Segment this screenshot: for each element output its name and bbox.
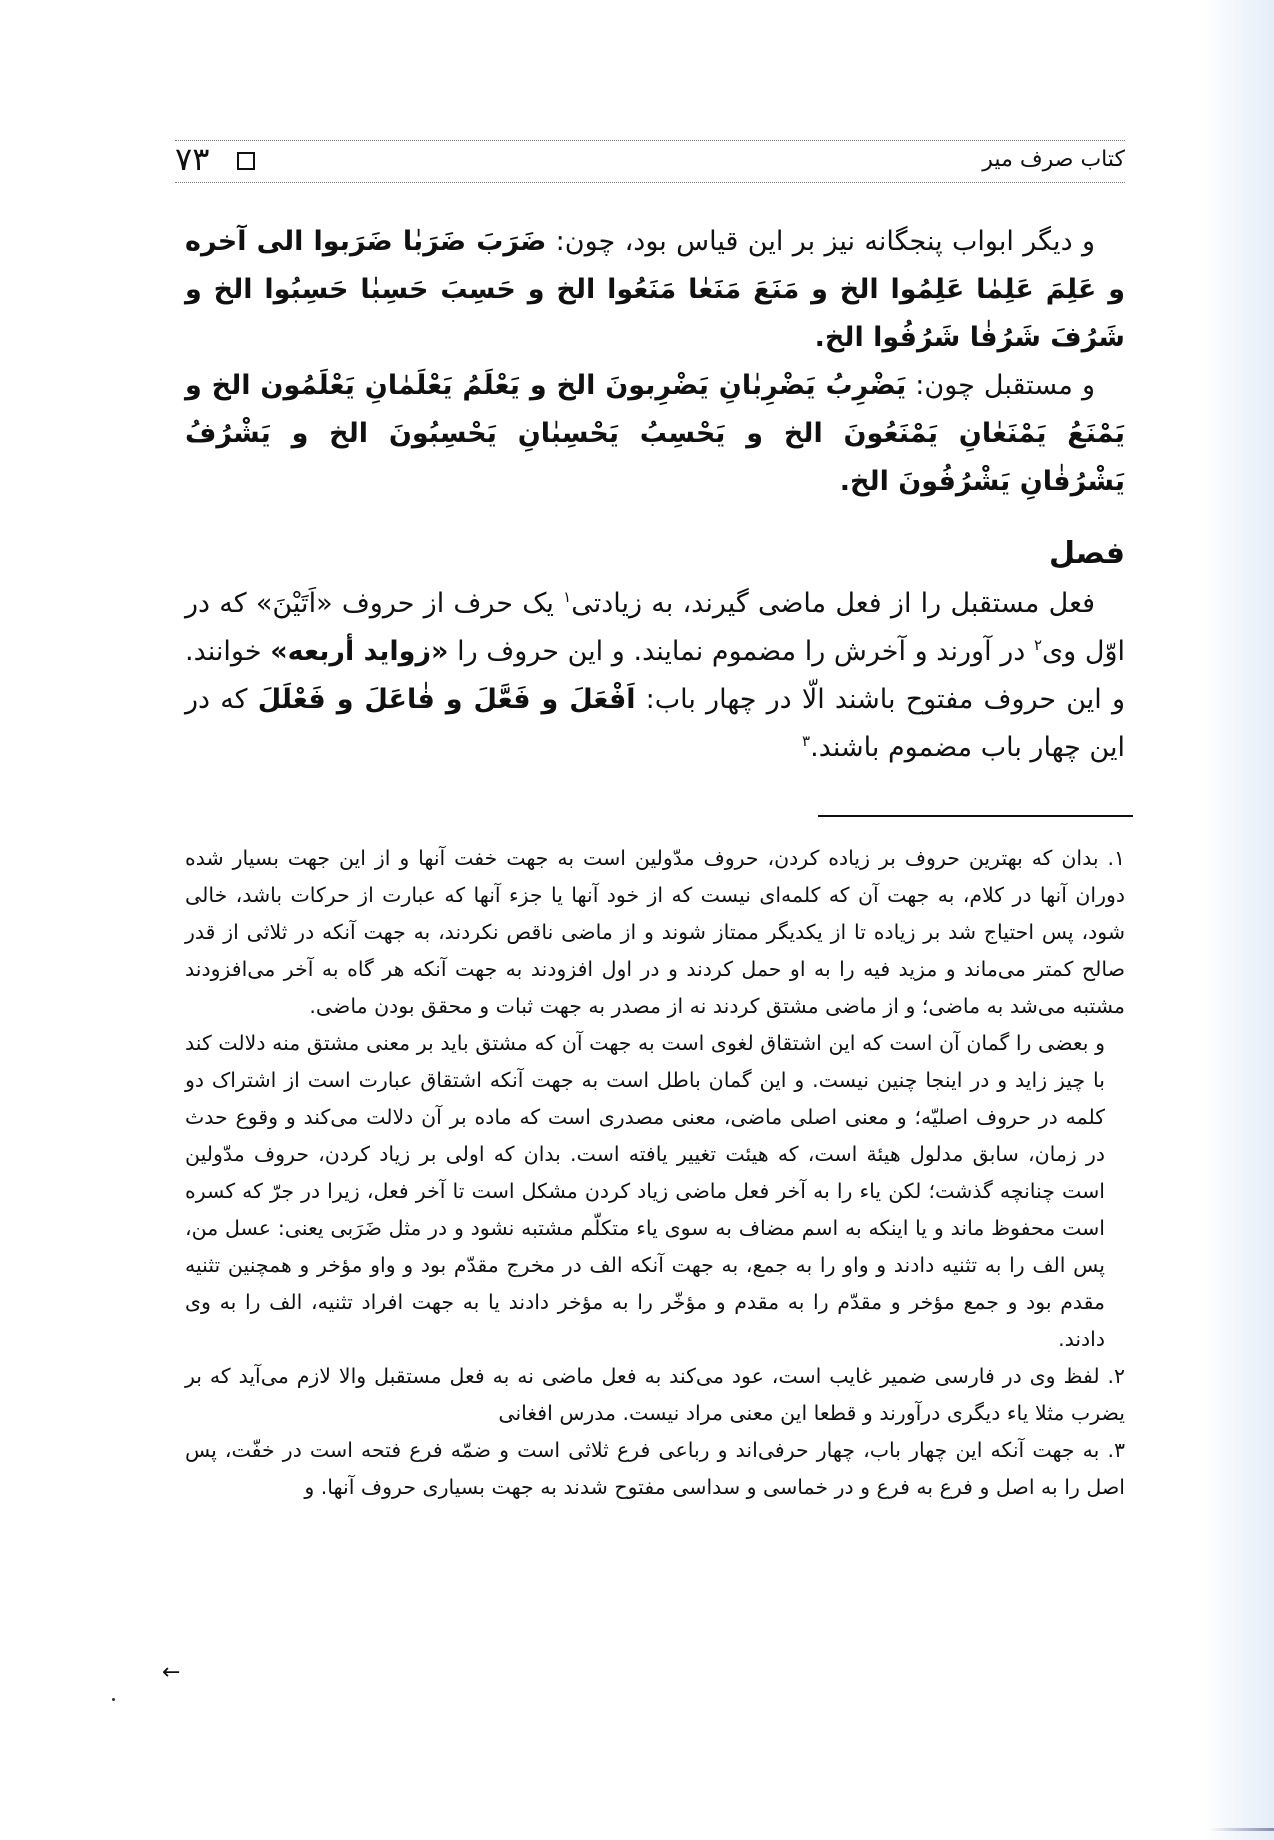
scan-speck bbox=[112, 1698, 115, 1701]
running-header bbox=[175, 138, 1125, 180]
footnote-1: ۱. بدان که بهترین حروف بر زیاده کردن، حروف مدّولین است به جهت خفت آنها و از این جهت بسیار شده دوران آنها در کلام، به جهت آن که کلمه‌ای نیست که از خود آنها یا جزء آنها که عبارت از حرکات باشد، خالی شود، پس احتیاج شد بر زیاده تا از یکدیگر ممتاز شوند و از ماضی ناقص نکردند، به جهت آنکه در ثلاثی از قدر صالح کمتر می‌ماند و مزید فیه را به او حمل کردند و در اول افزودند به جهت آنکه هر گاه به آخر می‌افزودند مشتبه می‌شد به ماضی؛ و از ماضی مشتق کردند نه از مصدر به جهت ثبات و محقق بودن ماضی. bbox=[185, 846, 1125, 1018]
bold-term: «زواید أربعه» bbox=[270, 636, 449, 667]
footnote-ref-3[interactable]: ۳ bbox=[802, 732, 811, 750]
arabic-examples: اَفْعَلَ و فَعَّلَ و فٰاعَلَ و فَعْلَلَ bbox=[257, 684, 636, 715]
footnotes bbox=[185, 840, 1125, 1506]
footnote-ref-1[interactable]: ۱ bbox=[563, 588, 572, 606]
header-bottom-rule bbox=[175, 182, 1125, 183]
arrow-left-icon: ← bbox=[162, 1660, 181, 1685]
footnote-2: ۲. لفظ وی در فارسی ضمیر غایب است، عود می‌کند به فعل ماضی نه به فعل مستقبل والا لازم می‌آید که بر یضرب مثلا یاء دیگری درآورند و قطعا این معنی مراد نیست. مدرس افغانی bbox=[185, 1364, 1125, 1425]
paragraph-section-body: فعل مستقبل را از فعل ماضی گیرند، به زیادتی$^۱$ یک حرف از حروف «اَتَیْنَ» که در اوّل وی$^۲$ در آورند و آخرش را مضموم نمایند. و این حروف را «زواید أربعه» خوانند. و این حروف مفتوح باشند الّا در چهار باب: اَفْعَلَ و فَعَّلَ و فٰاعَلَ و فَعْلَلَ که در این چهار باب مضموم باشند.$^۳$ bbox=[185, 588, 1125, 763]
square-outline-icon bbox=[237, 152, 255, 170]
paragraph-future-examples: و مستقبل چون: یَضْرِبُ یَضْرِبٰانِ یَضْرِبونَ الخ و یَعْلَمُ یَعْلَمٰانِ یَعْلَمُون الخ و یَمْنَعُ یَمْنَعٰانِ یَمْنَعُونَ الخ و یَحْسِبُ یَحْسِبٰانِ یَحْسِبُونَ الخ و یَشْرُفُ یَشْرُفٰانِ یَشْرُفُونَ الخ. bbox=[185, 370, 1125, 497]
section-heading: فصل bbox=[1049, 536, 1125, 571]
footnote-3: ۳. به جهت آنکه این چهار باب، چهار حرفی‌اند و رباعی فرع ثلاثی است و ضمّه فرع فتحه است در خفّت، پس اصل را به اصل و فرع به فرع و در خماسی و سداسی مفتوح شدند به جهت بسیاری حروف آنها. و bbox=[185, 1438, 1125, 1499]
footnote-separator bbox=[818, 815, 1133, 817]
footnote-1-continuation: و بعضی را گمان آن است که این اشتقاق لغوی است به جهت آن که مشتق باید بر معنی مشتق منه دلالت کند با چیز زاید و در اینجا چنین نیست. و این گمان باطل است به جهت آنکه اشتقاق عبارت است از اشتراک دو کلمه در حروف اصلیّه؛ و معنی اصلی ماضی، معنی مصدری است که ماده بر آن دلالت می‌کند و وقوع حدث در زمان، سابق مدلول هیئة است، که هیئت تغییر یافته است. بدان که اولی بر زیاد کردن، حروف مدّولین است چنانچه گذشت؛ لکن یاء را به آخر فعل ماضی زیاد کردن مشکل است تا آخر فعل، زیرا در جرّ که کسره است محفوظ ماند و یا اینکه به اسم مضاف به سوی یاء متکلّم مشتبه نشود و در مثل ضَرَبی یعنی: عسل من، پس الف را به تثنیه دادند و واو را به جمع، به جهت آنکه الف در مخرج مقدّم بود و واو مؤخر و همچنین تثنیه مقدم بود و جمع مؤخر و مقدّم را به مقدم و مؤخّر را به مؤخر دادند یا به جهت افراد تثنیه، الف را به وی دادند. bbox=[185, 1031, 1105, 1351]
book-title: کتاب صرف میر bbox=[982, 147, 1125, 172]
paragraph-past-examples: و دیگر ابواب پنجگانه نیز بر این قیاس بود، چون: ضَرَبَ ضَرَبٰا ضَرَبوا الی آخره و عَلِمَ عَلِمٰا عَلِمُوا الخ و مَنَعَ مَنَعٰا مَنَعُوا الخ و حَسِبَ حَسِبٰا حَسِبُوا الخ و شَرُفَ شَرُفٰا شَرُفُوا الخ. bbox=[185, 226, 1125, 353]
arabic-examples: یَضْرِبُ یَضْرِبٰانِ یَضْرِبونَ الخ و یَعْلَمُ یَعْلَمٰانِ یَعْلَمُون الخ و یَمْنَعُ یَمْنَعٰانِ یَمْنَعُونَ الخ و یَحْسِبُ یَحْسِبٰانِ یَحْسِبُونَ الخ و یَشْرُفُ یَشْرُفٰانِ یَشْرُفُونَ الخ. bbox=[185, 370, 1125, 497]
page-edge-shadow bbox=[1204, 0, 1274, 1840]
main-text bbox=[185, 218, 1125, 772]
header-top-rule bbox=[175, 140, 1125, 141]
page-number: ۷۳ bbox=[175, 140, 210, 178]
page-bottom-edge bbox=[1210, 1828, 1274, 1831]
arabic-examples: ضَرَبَ ضَرَبٰا ضَرَبوا الی آخره و عَلِمَ عَلِمٰا عَلِمُوا الخ و مَنَعَ مَنَعٰا مَنَعُوا الخ و حَسِبَ حَسِبٰا حَسِبُوا الخ و شَرُفَ شَرُفٰا شَرُفُوا الخ. bbox=[185, 226, 1125, 353]
footnote-ref-2[interactable]: ۲ bbox=[1033, 636, 1043, 654]
